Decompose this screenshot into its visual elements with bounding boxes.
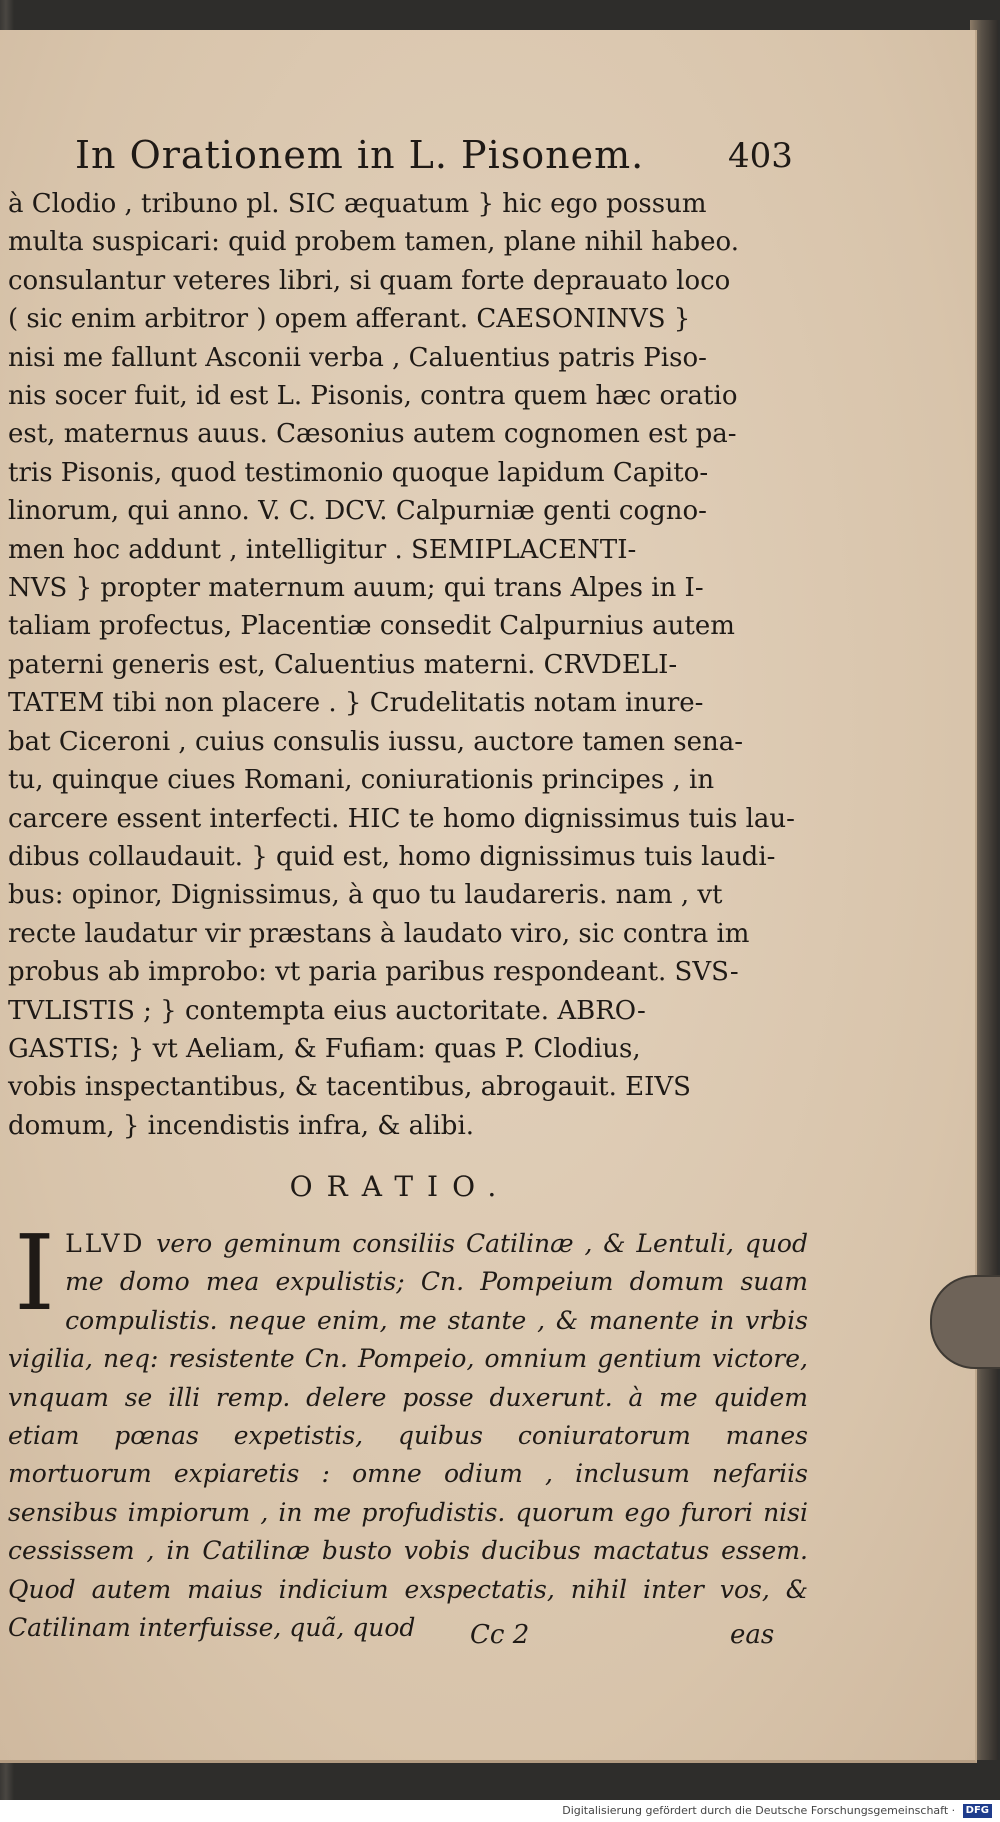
- commentary-line: bat Ciceroni , cuius consulis iussu, auctore tamen sena-: [8, 726, 743, 757]
- commentary-line: men hoc addunt , intelligitur . SEMIPLACENTI-: [8, 534, 637, 565]
- commentary-line: TATEM tibi non placere . } Crudelitatis notam inure-: [8, 688, 704, 719]
- signature-mark: Cc 2: [470, 1620, 530, 1650]
- digitization-credit-bar: [0, 1800, 1000, 1822]
- commentary-line: taliam profectus, Placentiæ consedit Calpurnius autem: [8, 611, 735, 642]
- oration-body: vero geminum consiliis Catilinæ , & Lentuli, quod me domo mea expulistis; Cn. Pompeium domum suam compulistis. neque enim, me stante , & manente in vrbis vigilia, neq: resistente Cn. Pompeio, omnium gentium victore, vnquam se illi remp. delere posse duxerunt. à me quidem etiam pœnas expetistis, quibus coniuratorum manes mortuorum expiaretis : omne odium , inclusum nefariis sensibus impiorum , in me profudistis. quorum ego furori nisi cessissem , in Catilinæ busto vobis ducibus mactatus essem. Quod autem maius indicium exspectatis, nihil inter vos, & Catilinam interfuisse, quã, quod: [8, 1229, 808, 1643]
- commentary-line: consulantur veteres libri, si quam forte deprauato loco: [8, 265, 731, 296]
- oration-text-block: [8, 1212, 808, 1647]
- page-number: 403: [728, 136, 793, 176]
- commentary-line: dibus collaudauit. } quid est, homo dignissimus tuis laudi-: [8, 841, 776, 872]
- commentary-line: tris Pisonis, quod testimonio quoque lapidum Capito-: [8, 457, 709, 488]
- commentary-line: carcere essent interfecti. HIC te homo dignissimus tuis lau-: [8, 803, 795, 834]
- running-head: In Orationem in L. Pisonem.: [75, 133, 645, 177]
- commentary-line: probus ab improbo: vt paria paribus respondeant. SVS-: [8, 957, 739, 988]
- commentary-block: [8, 185, 808, 1145]
- commentary-line: bus: opinor, Dignissimus, à quo tu laudareris. nam , vt: [8, 880, 723, 911]
- commentary-line: vobis inspectantibus, & tacentibus, abrogauit. EIVS: [8, 1072, 691, 1103]
- commentary-line: ( sic enim arbitror ) opem afferant. CAESONINVS }: [8, 304, 691, 335]
- commentary-line: nis socer fuit, id est L. Pisonis, contra quem hæc oratio: [8, 381, 738, 412]
- commentary-line: multa suspicari: quid probem tamen, plane nihil habeo.: [8, 227, 739, 258]
- commentary-line: linorum, qui anno. V. C. DCV. Calpurniæ genti cogno-: [8, 496, 707, 527]
- commentary-line: paterni generis est, Caluentius materni. CRVDELI-: [8, 649, 678, 680]
- commentary-line: TVLISTIS ; } contempta eius auctoritate. ABRO-: [8, 995, 646, 1026]
- drop-capital: I: [14, 1212, 56, 1334]
- commentary-line: NVS } propter maternum auum; qui trans Alpes in I-: [8, 573, 704, 604]
- oratio-heading: ORATIO.: [289, 1170, 511, 1203]
- digitization-credit: Digitalisierung gefördert durch die Deutsche Forschungsgemeinschaft ·: [562, 1804, 956, 1817]
- commentary-line: nisi me fallunt Asconii verba , Caluentius patris Piso-: [8, 342, 707, 373]
- dfg-logo: DFG: [963, 1804, 992, 1818]
- commentary-line: domum, } incendistis infra, & alibi.: [8, 1110, 475, 1141]
- catchword: eas: [730, 1620, 775, 1650]
- commentary-line: tu, quinque ciues Romani, coniurationis principes , in: [8, 765, 715, 796]
- commentary-line: est, maternus auus. Cæsonius autem cognomen est pa-: [8, 419, 737, 450]
- commentary-line: recte laudatur vir præstans à laudato viro, sic contra im: [8, 918, 750, 949]
- commentary-line: GASTIS; } vt Aeliam, & Fufiam: quas P. Clodius,: [8, 1033, 641, 1064]
- commentary-line: à Clodio , tribuno pl. SIC æquatum } hic ego possum: [8, 189, 707, 219]
- oration-opening-word: LLVD: [65, 1229, 146, 1258]
